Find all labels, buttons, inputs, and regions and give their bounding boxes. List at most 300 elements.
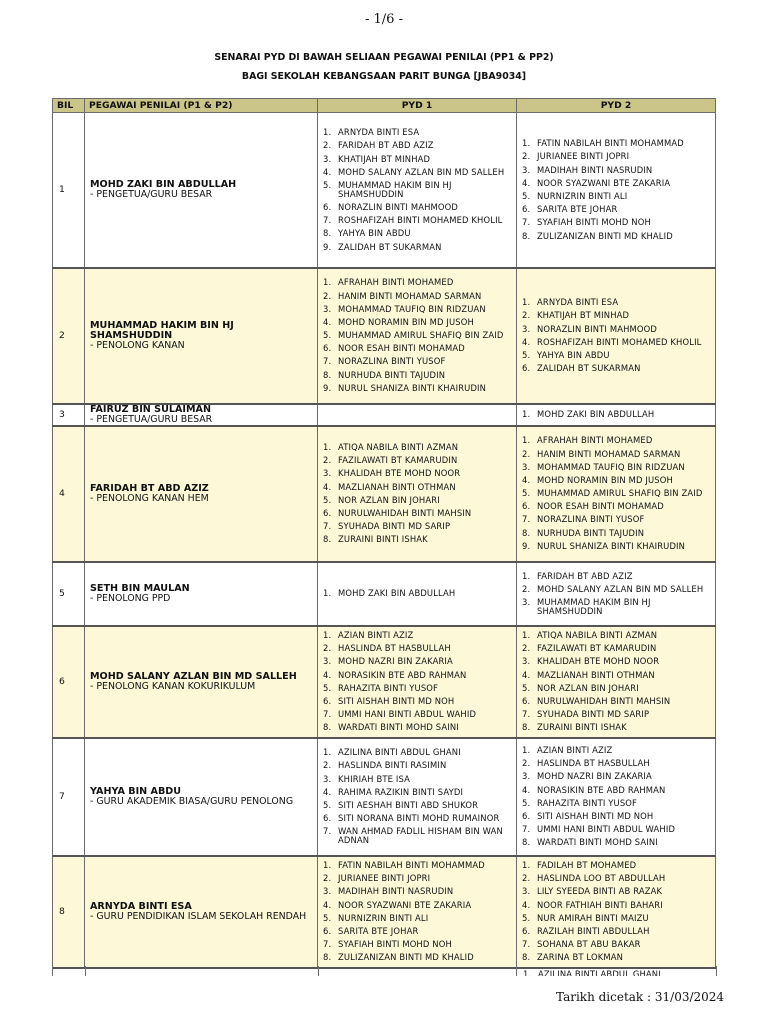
- list-item: [323, 927, 516, 936]
- school-title: BAGI SEKOLAH KEBANGSAAN PARIT BUNGA [JBA9034]: [241, 71, 527, 82]
- list-item: [522, 598, 715, 616]
- header-evaluator: PEGAWAI PENILAI (P1 & P2): [85, 99, 318, 113]
- pyd-name: WARDATI BINTI MOHD SAINI: [537, 837, 658, 848]
- list-item: [323, 631, 516, 640]
- list-item: [323, 788, 516, 797]
- pyd-name: KHATIJAH BT MINHAD: [537, 310, 630, 321]
- pyd-name: RAHIMA RAZIKIN BINTI SAYDI: [338, 786, 464, 797]
- list-number: 3.: [522, 323, 531, 334]
- evaluator-role: - PENOLONG KANAN KOKURIKULUM: [90, 680, 256, 692]
- list-item: [522, 179, 715, 188]
- list-item: [323, 509, 516, 518]
- list-number: 7.: [323, 709, 332, 720]
- pyd-name: FAZILAWATI BT KAMARUDIN: [537, 643, 657, 654]
- pyd1-cell: [318, 113, 517, 268]
- list-item: [323, 644, 516, 653]
- list-item: [522, 489, 715, 498]
- list-item: [323, 155, 516, 164]
- pyd-name: JURIANEE BINTI JOPRI: [537, 151, 630, 162]
- list-item: [522, 298, 715, 307]
- list-number: 8.: [323, 722, 332, 733]
- page-number: - 1/6 -: [365, 12, 403, 27]
- pyd-name: NUR AMIRAH BINTI MAIZU: [537, 912, 649, 923]
- pyd-name: SOHANA BT ABU BAKAR: [537, 939, 641, 950]
- list-number: 1.: [522, 629, 531, 640]
- list-number: 8.: [522, 230, 531, 241]
- evaluator-name: FARIDAH BT ABD AZIZ: [90, 482, 209, 494]
- evaluator-role: - GURU AKADEMIK BIASA/GURU PENOLONG: [90, 795, 294, 807]
- evaluator-cell: [85, 113, 318, 268]
- list-item: [522, 410, 715, 419]
- list-item: [522, 874, 715, 883]
- pyd-name: ARNYDA BINTI ESA: [338, 127, 420, 138]
- list-item: [522, 502, 715, 511]
- list-item: [522, 585, 715, 594]
- pyd-name: NORAZLINA BINTI YUSOF: [537, 514, 645, 525]
- pyd-name: RAZILAH BINTI ABDULLAH: [537, 925, 650, 936]
- pyd1-cell: [318, 738, 517, 856]
- pyd-name: MAZLIANAH BINTI OTHMAN: [338, 481, 456, 492]
- list-number: 3.: [522, 164, 531, 175]
- list-number: 7.: [323, 939, 332, 950]
- list-item: [323, 318, 516, 327]
- list-item: [323, 671, 516, 680]
- list-number: 4.: [323, 316, 332, 327]
- pyd-name: FARIDAH BT ABD AZIZ: [338, 140, 434, 151]
- list-number: 4.: [323, 166, 332, 177]
- evaluator-role: - GURU PENDIDIKAN ISLAM SEKOLAH RENDAH: [90, 910, 307, 922]
- list-number: 6.: [323, 201, 332, 212]
- pyd-name: AFRAHAH BINTI MOHAMED: [338, 277, 454, 288]
- list-number: 6.: [522, 810, 531, 821]
- list-number: 2.: [323, 873, 332, 884]
- pyd-name: MUHAMMAD HAKIM BIN HJ SHAMSHUDDIN: [338, 179, 452, 199]
- pyd2-list: [517, 572, 715, 616]
- list-item: [323, 657, 516, 666]
- list-number: 2.: [522, 758, 531, 769]
- pyd-name: MUHAMMAD AMIRUL SHAFIQ BIN ZAID: [338, 330, 504, 341]
- pyd-name: NORAZLIN BINTI MAHMOOD: [537, 323, 658, 334]
- list-item: [323, 292, 516, 301]
- pyd1-cell: [318, 856, 517, 968]
- evaluator-role: - PENOLONG KANAN HEM: [90, 492, 209, 504]
- pyd-name: ZALIDAH BT SUKARMAN: [338, 241, 442, 252]
- list-number: 1.: [323, 629, 332, 640]
- list-item: [522, 953, 715, 962]
- list-item: [323, 775, 516, 784]
- pyd-name: HANIM BINTI MOHAMAD SARMAN: [537, 448, 681, 459]
- list-number: 4.: [522, 336, 531, 347]
- header-pyd1: PYD 1: [318, 99, 517, 113]
- list-item: [522, 476, 715, 485]
- list-item: [323, 901, 516, 910]
- list-item: [323, 331, 516, 340]
- list-number: 3.: [323, 303, 332, 314]
- pyd-name: HASLINDA BT HASBULLAH: [338, 643, 451, 654]
- list-item: [323, 684, 516, 693]
- pyd2-list: [517, 631, 715, 732]
- list-number: 8.: [522, 527, 531, 538]
- pyd-name: SITI NORANA BINTI MOHD RUMAINOR: [338, 813, 500, 824]
- pyd-name: NURNIZRIN BINTI ALI: [537, 190, 628, 201]
- list-number: 6.: [522, 695, 531, 706]
- list-item: [522, 631, 715, 640]
- list-number: 6.: [323, 507, 332, 518]
- table-row: [53, 404, 716, 426]
- list-item: [323, 710, 516, 719]
- list-item: [323, 357, 516, 366]
- pyd1-cell: [318, 626, 517, 738]
- list-number: 9.: [522, 540, 531, 551]
- partial-row-text: AZILINA BINTI ABDUL GHANI: [538, 969, 661, 976]
- list-item: [323, 141, 516, 150]
- pyd-name: KHATIJAH BT MINHAD: [338, 153, 431, 164]
- list-number: 9.: [323, 241, 332, 252]
- list-item: [522, 940, 715, 949]
- list-item: [323, 384, 516, 393]
- list-item: [522, 218, 715, 227]
- pyd2-list: [517, 436, 715, 550]
- list-number: 6.: [323, 813, 332, 824]
- pyd1-list: [318, 128, 516, 251]
- pyd-name: RAHAZITA BINTI YUSOF: [537, 797, 637, 808]
- list-number: 7.: [323, 356, 332, 367]
- pyd-name: NURHUDA BINTI TAJUDIN: [537, 527, 645, 538]
- evaluator-role: - PENGETUA/GURU BESAR: [90, 188, 213, 200]
- pyd-name: SARITA BTE JOHAR: [338, 925, 419, 936]
- table-row: [53, 738, 716, 856]
- evaluator-cell: [85, 404, 318, 426]
- header-bil: BIL: [53, 99, 85, 113]
- pyd-name: MADIHAH BINTI NASRUDIN: [338, 886, 454, 897]
- list-number: 1.: [323, 588, 332, 599]
- pyd-name: HASLINDA LOO BT ABDULLAH: [537, 873, 666, 884]
- list-number: 3.: [522, 596, 531, 607]
- pyd-name: NORASIKIN BTE ABD RAHMAN: [537, 784, 666, 795]
- pyd-name: NOOR ESAH BINTI MOHAMAD: [338, 343, 465, 354]
- header-pyd2: PYD 2: [517, 99, 716, 113]
- evaluator-cell: [85, 426, 318, 562]
- pyd2-cell: [517, 113, 716, 268]
- pyd-name: NORAZLINA BINTI YUSOF: [338, 356, 446, 367]
- pyd2-list: [517, 861, 715, 962]
- table-header-row: [53, 99, 716, 113]
- list-item: [323, 589, 516, 598]
- pyd-name: NURUL SHANIZA BINTI KHAIRUDIN: [537, 540, 686, 551]
- list-item: [323, 827, 516, 845]
- pyd1-cell: [318, 404, 517, 426]
- list-number: 5.: [323, 330, 332, 341]
- list-item: [522, 657, 715, 666]
- list-number: 8.: [323, 952, 332, 963]
- list-number: 5.: [323, 494, 332, 505]
- list-number: 2.: [323, 643, 332, 654]
- pyd-name: ROSHAFIZAH BINTI MOHAMED KHOLIL: [537, 336, 702, 347]
- list-number: 3.: [323, 153, 332, 164]
- pyd1-list: [318, 278, 516, 392]
- pyd1-list: [318, 861, 516, 962]
- pyd-name: RAHAZITA BINTI YUSOF: [338, 682, 438, 693]
- list-item: [522, 351, 715, 360]
- list-number: 1.: [323, 859, 332, 870]
- evaluator-name: MOHD SALANY AZLAN BIN MD SALLEH: [90, 670, 297, 682]
- pyd-name: ATIQA NABILA BINTI AZMAN: [537, 629, 658, 640]
- pyd2-cell: [517, 562, 716, 626]
- list-number: 6.: [522, 363, 531, 374]
- list-item: [323, 456, 516, 465]
- list-number: 8.: [323, 369, 332, 380]
- list-item: [522, 166, 715, 175]
- list-number: 4.: [522, 784, 531, 795]
- pyd-name: SYUHADA BINTI MD SARIP: [537, 709, 650, 720]
- list-item: [323, 483, 516, 492]
- list-number: 1.: [522, 744, 531, 755]
- pyd2-cell: [517, 426, 716, 562]
- row-number: 6: [53, 626, 85, 738]
- print-date: Tarikh dicetak : 31/03/2024: [556, 990, 725, 1004]
- pyd-name: UMMI HANI BINTI ABDUL WAHID: [338, 709, 477, 720]
- list-number: 4.: [323, 899, 332, 910]
- pyd1-cell: [318, 268, 517, 404]
- list-item: [522, 697, 715, 706]
- list-item: [323, 940, 516, 949]
- evaluator-name: MUHAMMAD HAKIM BIN HJ SHAMSHUDDIN: [90, 319, 234, 341]
- list-item: [522, 746, 715, 755]
- pyd1-list: [318, 443, 516, 544]
- list-number: 5.: [323, 179, 332, 190]
- pyd-name: KHIRIAH BTE ISA: [338, 773, 410, 784]
- list-number: 7.: [522, 217, 531, 228]
- list-number: 6.: [323, 343, 332, 354]
- list-number: 9.: [323, 382, 332, 393]
- table-row: [53, 562, 716, 626]
- pyd-name: NURUL SHANIZA BINTI KHAIRUDIN: [338, 382, 487, 393]
- list-number: 6.: [323, 695, 332, 706]
- pyd-name: NURNIZRIN BINTI ALI: [338, 912, 429, 923]
- pyd-name: HASLINDA BT HASBULLAH: [537, 758, 650, 769]
- pyd-name: SYAFIAH BINTI MOHD NOH: [338, 939, 452, 950]
- list-item: [522, 786, 715, 795]
- pyd-name: MOHAMMAD TAUFIQ BIN RIDZUAN: [338, 303, 486, 314]
- pyd-name: NOOR SYAZWANI BTE ZAKARIA: [338, 899, 472, 910]
- list-number: 2.: [323, 455, 332, 466]
- list-item: [522, 838, 715, 847]
- list-number: 4.: [522, 899, 531, 910]
- evaluator-name: ARNYDA BINTI ESA: [90, 900, 192, 912]
- pyd-name: MOHD NORAMIN BIN MD JUSOH: [537, 474, 673, 485]
- list-number: 4.: [323, 786, 332, 797]
- pyd-name: MUHAMMAD HAKIM BIN HJ SHAMSHUDDIN: [537, 596, 651, 616]
- list-item: [522, 572, 715, 581]
- list-item: [522, 671, 715, 680]
- table-row: [53, 113, 716, 268]
- list-item: [522, 759, 715, 768]
- list-number: 8.: [522, 952, 531, 963]
- list-item: [522, 914, 715, 923]
- list-number: 3.: [323, 656, 332, 667]
- list-number: 2.: [323, 760, 332, 771]
- pyd-name: UMMI HANI BINTI ABDUL WAHID: [537, 824, 676, 835]
- list-item: [522, 152, 715, 161]
- list-item: [323, 496, 516, 505]
- list-item: [323, 371, 516, 380]
- list-item: [522, 192, 715, 201]
- list-number: 5.: [522, 682, 531, 693]
- pyd-name: ZULIZANIZAN BINTI MD KHALID: [537, 230, 673, 241]
- list-item: [522, 723, 715, 732]
- list-item: [323, 761, 516, 770]
- pyd-name: ZARINA BT LOKMAN: [537, 952, 624, 963]
- list-number: 2.: [323, 140, 332, 151]
- list-number: 4.: [522, 669, 531, 680]
- list-number: 1.: [323, 747, 332, 758]
- list-number: 8.: [522, 722, 531, 733]
- pyd-name: NORASIKIN BTE ABD RAHMAN: [338, 669, 467, 680]
- list-item: [522, 861, 715, 870]
- list-item: [323, 168, 516, 177]
- table-row: [53, 626, 716, 738]
- list-item: [323, 305, 516, 314]
- list-item: [323, 243, 516, 252]
- list-number: 7.: [522, 514, 531, 525]
- list-number: 4.: [323, 669, 332, 680]
- pyd-name: NOOR SYAZWANI BTE ZAKARIA: [537, 177, 671, 188]
- list-number: 6.: [522, 204, 531, 215]
- list-number: 2.: [522, 448, 531, 459]
- evaluator-name: FAIRUZ BIN SULAIMAN: [90, 403, 211, 415]
- list-item: [323, 181, 516, 199]
- list-number: 3.: [522, 886, 531, 897]
- list-item: [323, 203, 516, 212]
- list-number: 1.: [522, 409, 531, 420]
- list-item: [522, 901, 715, 910]
- list-item: [522, 515, 715, 524]
- pyd-name: NURULWAHIDAH BINTI MAHSIN: [537, 695, 671, 706]
- row-number: 4: [53, 426, 85, 562]
- pyd-name: HASLINDA BINTI RASIMIN: [338, 760, 447, 771]
- list-item: [522, 463, 715, 472]
- list-number: 4.: [522, 177, 531, 188]
- list-item: [522, 205, 715, 214]
- pyd-name: SYAFIAH BINTI MOHD NOH: [537, 217, 651, 228]
- pyd-name: MOHD NORAMIN BIN MD JUSOH: [338, 316, 474, 327]
- list-item: [323, 522, 516, 531]
- pyd2-list: [517, 298, 715, 373]
- evaluator-role: - PENOLONG PPD: [90, 592, 171, 604]
- evaluator-name: YAHYA BIN ABDU: [90, 785, 182, 797]
- list-number: 4.: [323, 481, 332, 492]
- list-item: [522, 772, 715, 781]
- pyd2-cell: [517, 404, 716, 426]
- document-title: SENARAI PYD DI BAWAH SELIAAN PEGAWAI PENILAI (PP1 & PP2): [214, 52, 554, 63]
- pyd2-cell: [517, 626, 716, 738]
- list-item: [522, 644, 715, 653]
- list-number: 3.: [522, 656, 531, 667]
- pyd-name: NOOR FATHIAH BINTI BAHARI: [537, 899, 663, 910]
- pyd1-cell: [318, 426, 517, 562]
- pyd-name: JURIANEE BINTI JOPRI: [338, 873, 431, 884]
- list-item: [522, 887, 715, 896]
- pyd-name: MOHD ZAKI BIN ABDULLAH: [537, 409, 655, 420]
- list-item: [522, 436, 715, 445]
- pyd-name: NOR AZLAN BIN JOHARI: [338, 494, 440, 505]
- list-item: [522, 325, 715, 334]
- pyd-name: NOOR ESAH BINTI MOHAMAD: [537, 501, 664, 512]
- pyd-name: FATIN NABILAH BINTI MOHAMMAD: [338, 859, 485, 870]
- evaluator-cell: [85, 268, 318, 404]
- pyd-name: ZURAINI BINTI ISHAK: [537, 722, 627, 733]
- pyd-name: KHALIDAH BTE MOHD NOOR: [338, 468, 461, 479]
- row-number: 3: [53, 404, 85, 426]
- table-row: [53, 856, 716, 968]
- list-item: [323, 697, 516, 706]
- list-number: 7.: [323, 826, 332, 837]
- pyd-name: NURHUDA BINTI TAJUDIN: [338, 369, 446, 380]
- pyd-name: MOHAMMAD TAUFIQ BIN RIDZUAN: [537, 461, 685, 472]
- list-number: 5.: [522, 912, 531, 923]
- pyd-name: FAZILAWATI BT KAMARUDIN: [338, 455, 458, 466]
- list-item: [522, 812, 715, 821]
- list-number: 3.: [522, 461, 531, 472]
- evaluator-cell: [85, 626, 318, 738]
- list-number: 5.: [522, 190, 531, 201]
- pyd-name: NORAZLIN BINTI MAHMOOD: [338, 201, 459, 212]
- pyd-name: SITI AESHAH BINTI ABD SHUKOR: [338, 799, 479, 810]
- pyd-name: ZURAINI BINTI ISHAK: [338, 534, 428, 545]
- list-number: 2.: [522, 583, 531, 594]
- pyd-name: AZILINA BINTI ABDUL GHANI: [338, 747, 461, 758]
- list-item: [323, 443, 516, 452]
- list-number: 5.: [522, 349, 531, 360]
- pyd-name: NOR AZLAN BIN JOHARI: [537, 682, 639, 693]
- list-item: [323, 469, 516, 478]
- evaluator-cell: [85, 738, 318, 856]
- list-number: 7.: [522, 939, 531, 950]
- evaluator-name: MOHD ZAKI BIN ABDULLAH: [90, 178, 237, 190]
- pyd2-list: [517, 746, 715, 847]
- list-number: 3.: [323, 773, 332, 784]
- pyd-name: MOHD NAZRI BIN ZAKARIA: [338, 656, 453, 667]
- list-item: [323, 229, 516, 238]
- list-item: [323, 344, 516, 353]
- pyd2-cell: [517, 738, 716, 856]
- list-number: 8.: [323, 228, 332, 239]
- list-number: 8.: [522, 837, 531, 848]
- list-item: [522, 139, 715, 148]
- list-number: 1.: [323, 277, 332, 288]
- list-number: 8.: [323, 534, 332, 545]
- list-number: 1.: [323, 441, 332, 452]
- list-number: 3.: [522, 771, 531, 782]
- pyd-name: MOHD NAZRI BIN ZAKARIA: [537, 771, 652, 782]
- list-number: 5.: [522, 488, 531, 499]
- pyd-name: ZULIZANIZAN BINTI MD KHALID: [338, 952, 474, 963]
- pyd-name: YAHYA BIN ABDU: [537, 349, 610, 360]
- list-number: 6.: [323, 925, 332, 936]
- pyd-name: WAN AHMAD FADLIL HISHAM BIN WAN ADNAN: [338, 826, 503, 846]
- row-number: 2: [53, 268, 85, 404]
- pyd1-list: [318, 748, 516, 845]
- list-item: [323, 748, 516, 757]
- evaluator-name: SETH BIN MAULAN: [90, 582, 190, 594]
- pyd-name: AFRAHAH BINTI MOHAMED: [537, 435, 653, 446]
- pyd-name: FADILAH BT MOHAMED: [537, 859, 637, 870]
- pyd-name: MOHD ZAKI BIN ABDULLAH: [338, 588, 456, 599]
- row-number: 1: [53, 113, 85, 268]
- pyd-name: SITI AISHAH BINTI MD NOH: [537, 810, 654, 821]
- pyd-name: ARNYDA BINTI ESA: [537, 297, 619, 308]
- pyd2-cell: [517, 268, 716, 404]
